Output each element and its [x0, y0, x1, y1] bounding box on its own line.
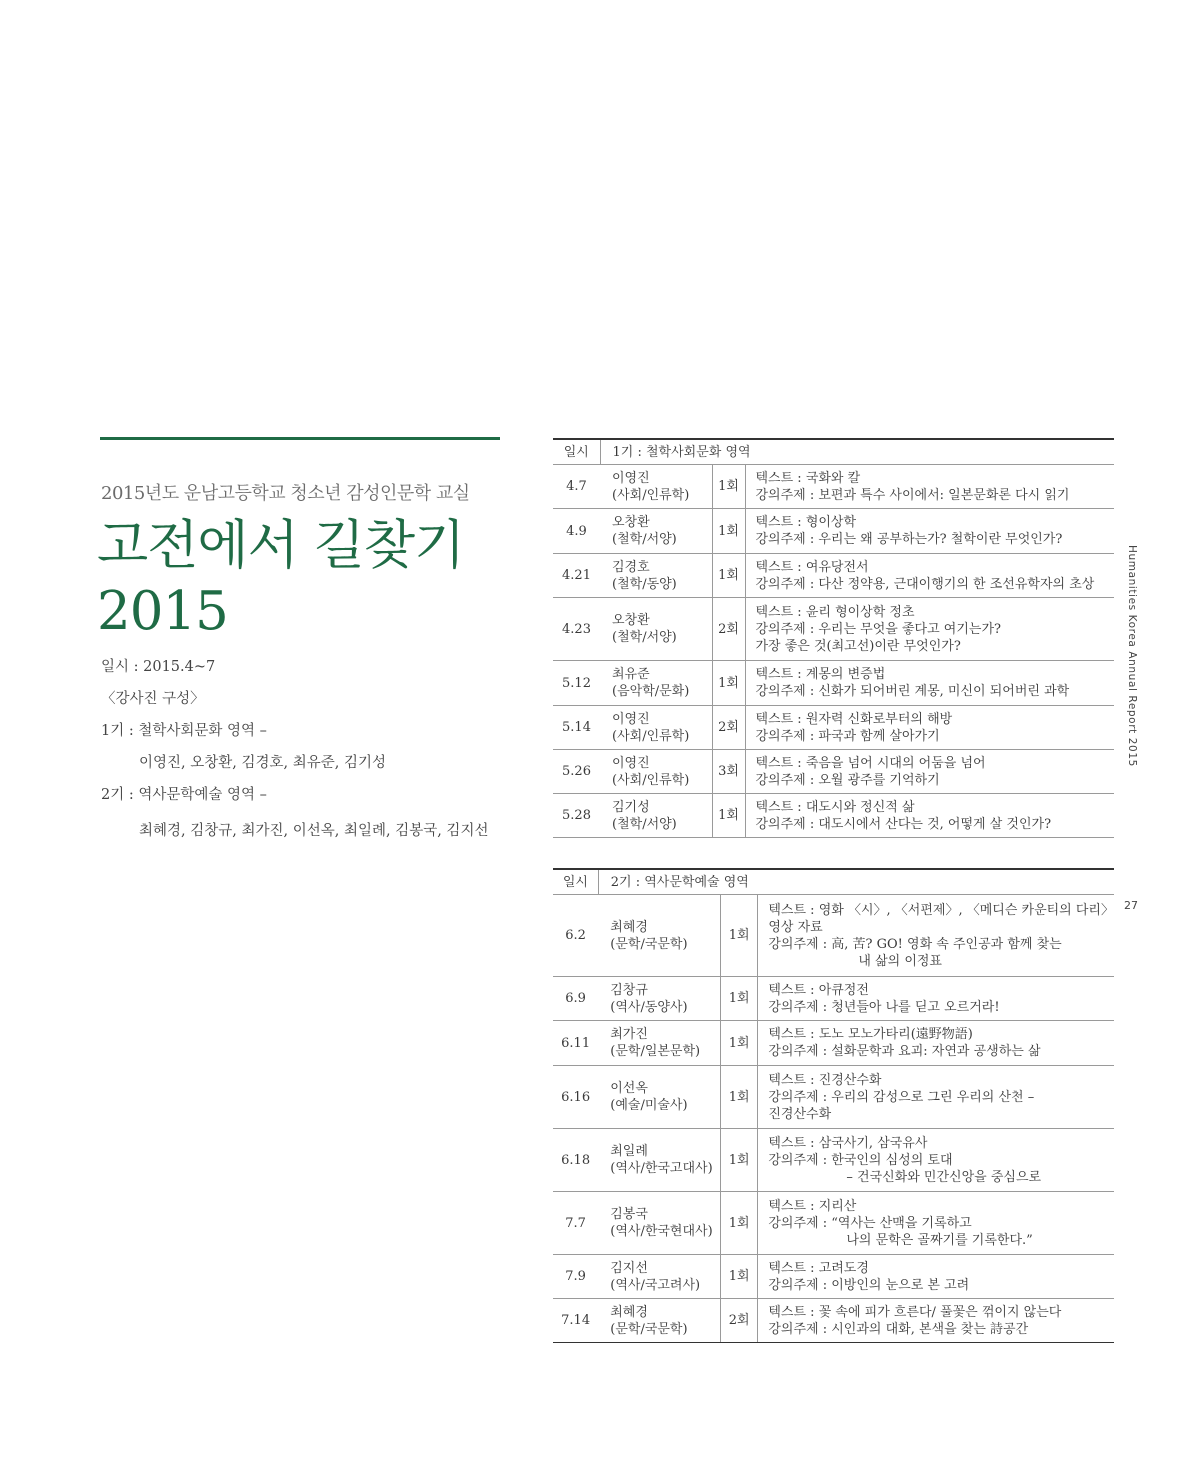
- detail-line: 강의주제 : 우리는 왜 공부하는가? 철학이란 무엇인가?: [755, 532, 1063, 547]
- row-session: 1회: [720, 1021, 757, 1066]
- row-details: [745, 598, 1114, 661]
- row-details: [758, 1021, 1114, 1066]
- row-date: 4.23: [553, 598, 600, 661]
- instructor-name: 김창규: [610, 982, 648, 998]
- table-header-row: [553, 440, 1114, 465]
- detail-line: 텍스트 : 형이상학: [755, 515, 857, 530]
- detail-line: – 건국신화와 민간신앙을 중심으로: [846, 1169, 1042, 1185]
- table-row: [553, 895, 1114, 977]
- row-instructor: [600, 794, 712, 838]
- row-date: 4.7: [553, 465, 600, 509]
- schedule-table-2: [553, 870, 1114, 1343]
- table-row: [553, 554, 1114, 598]
- detail-line: 강의주제 : 신화가 되어버린 계몽, 미신이 되어버린 과학: [755, 684, 1070, 699]
- detail-line: 강의주제 : 보편과 특수 사이에서: 일본문화론 다시 읽기: [755, 487, 1070, 503]
- header-term: 2기 : 역사문학예술 영역: [598, 870, 1114, 895]
- instructor-field: (역사/한국현대사): [610, 1224, 713, 1239]
- row-session: 1회: [712, 465, 745, 509]
- detail-line: 강의주제 : 시인과의 대화, 본색을 찾는 詩공간: [768, 1321, 1029, 1337]
- instructor-field: (철학/동양): [612, 576, 677, 592]
- page-subtitle: 2015년도 운남고등학교 청소년 감성인문학 교실: [101, 483, 470, 504]
- row-date: 6.2: [553, 895, 598, 977]
- row-instructor: [600, 554, 712, 598]
- header-date: 일시: [553, 870, 598, 895]
- instructor-name: 김기성: [612, 799, 650, 815]
- table-row: [553, 1129, 1114, 1192]
- row-date: 5.12: [553, 661, 600, 706]
- table-row: [553, 465, 1114, 509]
- row-date: 7.7: [553, 1192, 598, 1255]
- row-session: 1회: [712, 794, 745, 838]
- running-header-text: Humanities Korea Annual Report 2015: [1126, 545, 1138, 767]
- row-session: 1회: [712, 509, 745, 554]
- detail-line: 강의주제 : 한국인의 심성의 토대: [768, 1152, 953, 1168]
- detail-line: 영상 자료: [768, 919, 823, 935]
- detail-line: 텍스트 : 여유당전서: [755, 559, 869, 575]
- row-date: 5.26: [553, 750, 600, 794]
- program-info: [101, 651, 488, 847]
- instructor-name: 이영진: [612, 470, 650, 486]
- instructor-field: (역사/한국고대사): [610, 1161, 713, 1176]
- row-session: 1회: [712, 554, 745, 598]
- instructor-field: (사회/인류학): [612, 728, 690, 744]
- instructor-name: 김봉국: [610, 1207, 648, 1222]
- term2-names: 최혜경, 김창규, 최가진, 이선옥, 최일례, 김봉국, 김지선: [139, 823, 489, 839]
- table-row: [553, 661, 1114, 706]
- detail-line: 텍스트 : 윤리 형이상학 정초: [755, 604, 915, 620]
- row-date: 7.14: [553, 1299, 598, 1343]
- row-details: [758, 977, 1114, 1021]
- detail-line: 텍스트 : 지리산: [768, 1198, 857, 1214]
- row-instructor: [600, 598, 712, 661]
- row-instructor: [598, 1299, 720, 1343]
- instructor-field: (철학/서양): [612, 532, 677, 547]
- detail-line: 강의주제 : 우리의 감성으로 그린 우리의 산천 –: [768, 1089, 1035, 1105]
- row-details: [745, 661, 1114, 706]
- detail-line: 내 삶의 이정표: [858, 953, 942, 969]
- row-instructor: [598, 1129, 720, 1192]
- header-date: 일시: [553, 440, 600, 465]
- table-row: [553, 1192, 1114, 1255]
- table-row: [553, 706, 1114, 750]
- header-term: 1기 : 철학사회문화 영역: [600, 440, 1114, 465]
- table-row: [553, 1021, 1114, 1066]
- row-details: [758, 1255, 1114, 1299]
- instructor-name: 김경호: [612, 559, 650, 575]
- detail-line: 강의주제 : 오월 광주를 기억하기: [755, 772, 940, 788]
- row-session: 1회: [712, 661, 745, 706]
- instructor-name: 김지선: [610, 1260, 648, 1276]
- row-details: [745, 554, 1114, 598]
- table-row: [553, 977, 1114, 1021]
- instructor-field: (역사/국고려사): [610, 1277, 701, 1293]
- detail-line: 텍스트 : 도노 모노가타리(遠野物語): [768, 1027, 973, 1042]
- row-session: 1회: [720, 1129, 757, 1192]
- row-date: 5.14: [553, 706, 600, 750]
- instructor-field: (예술/미술사): [610, 1098, 688, 1113]
- detail-line: 텍스트 : 삼국사기, 삼국유사: [768, 1135, 928, 1151]
- detail-line: 강의주제 : 파국과 함께 살아가기: [755, 728, 940, 744]
- row-session: 1회: [720, 895, 757, 977]
- row-session: 1회: [720, 1066, 757, 1129]
- title-line-2: 2015: [97, 581, 228, 642]
- instructor-field: (철학/서양): [612, 630, 677, 645]
- detail-line: 가장 좋은 것(최고선)이란 무엇인가?: [755, 638, 961, 654]
- row-instructor: [600, 509, 712, 554]
- schedule-table-1: [553, 440, 1114, 838]
- detail-line: 텍스트 : 영화 〈시〉, 〈서편제〉, 〈메디슨 카운티의 다리〉: [768, 902, 1114, 918]
- detail-line: 강의주제 : 다산 정약용, 근대이행기의 한 조선유학자의 초상: [755, 576, 1095, 592]
- row-date: 4.9: [553, 509, 600, 554]
- row-date: 6.11: [553, 1021, 598, 1066]
- row-instructor: [600, 706, 712, 750]
- instructor-field: (사회/인류학): [612, 772, 690, 788]
- instructor-name: 최혜경: [610, 1304, 648, 1320]
- row-instructor: [600, 465, 712, 509]
- detail-line: 텍스트 : 진경산수화: [768, 1072, 882, 1088]
- row-instructor: [598, 895, 720, 977]
- detail-line: 강의주제 : 대도시에서 산다는 것, 어떻게 살 것인가?: [755, 816, 1052, 832]
- term1-names: 이영진, 오창환, 김경호, 최유준, 김기성: [139, 755, 386, 771]
- detail-line: 텍스트 : 국화와 칼: [755, 470, 861, 486]
- instructor-name: 최유준: [612, 667, 650, 682]
- row-date: 6.18: [553, 1129, 598, 1192]
- table-row: [553, 509, 1114, 554]
- detail-line: 나의 문학은 골짜기를 기록한다.”: [846, 1232, 1033, 1248]
- instructor-name: 최일례: [610, 1144, 648, 1159]
- row-date: 4.21: [553, 554, 600, 598]
- detail-line: 강의주제 : 高, 苦? GO! 영화 속 주인공과 함께 찾는: [768, 936, 1062, 952]
- detail-line: 강의주제 : 우리는 무엇을 좋다고 여기는가?: [755, 621, 1001, 637]
- row-instructor: [600, 750, 712, 794]
- page-number: 27: [1124, 899, 1138, 912]
- running-header: [1124, 545, 1144, 765]
- detail-line: 진경산수화: [768, 1106, 832, 1122]
- row-details: [745, 794, 1114, 838]
- row-details: [758, 1299, 1114, 1343]
- instructor-name: 오창환: [612, 515, 650, 530]
- row-session: 2회: [712, 706, 745, 750]
- row-session: 3회: [712, 750, 745, 794]
- detail-line: 텍스트 : 계몽의 변증법: [755, 667, 886, 682]
- detail-line: 텍스트 : 대도시와 정신적 삶: [755, 799, 915, 815]
- term2-label: 2기 : 역사문학예술 영역 –: [101, 787, 267, 803]
- table-row: [553, 794, 1114, 838]
- row-details: [758, 1129, 1114, 1192]
- detail-line: 강의주제 : 이방인의 눈으로 본 고려: [768, 1277, 970, 1293]
- detail-line: 텍스트 : 꽃 속에 피가 흐른다/ 풀꽃은 꺾이지 않는다: [768, 1304, 1062, 1320]
- instructor-name: 오창환: [612, 613, 650, 628]
- table-row: [553, 598, 1114, 661]
- instructor-field: (문학/일본문학): [610, 1044, 701, 1059]
- row-details: [745, 706, 1114, 750]
- row-details: [758, 1066, 1114, 1129]
- instructor-name: 최가진: [610, 1027, 648, 1042]
- table-row: [553, 1066, 1114, 1129]
- row-instructor: [598, 1192, 720, 1255]
- row-details: [745, 465, 1114, 509]
- row-date: 6.16: [553, 1066, 598, 1129]
- row-session: 1회: [720, 977, 757, 1021]
- title-line-1: 고전에서 길찾기: [97, 515, 465, 576]
- detail-line: 강의주제 : 청년들아 나를 딛고 오르거라!: [768, 999, 1000, 1015]
- instructor-field: (사회/인류학): [612, 487, 690, 503]
- instructor-field: (역사/동양사): [610, 999, 688, 1015]
- table-row: [553, 1299, 1114, 1343]
- instructor-name: 이영진: [612, 711, 650, 727]
- instructor-name: 이선옥: [610, 1081, 648, 1096]
- detail-line: 강의주제 : “역사는 산맥을 기록하고: [768, 1215, 972, 1231]
- table-row: [553, 1255, 1114, 1299]
- row-instructor: [598, 1255, 720, 1299]
- staff-heading: 〈강사진 구성〉: [101, 691, 205, 707]
- row-date: 7.9: [553, 1255, 598, 1299]
- instructor-field: (문학/국문학): [610, 1321, 688, 1337]
- term1-label: 1기 : 철학사회문화 영역 –: [101, 723, 267, 739]
- title-rule: [100, 437, 500, 440]
- instructor-field: (철학/서양): [612, 816, 677, 832]
- row-instructor: [600, 661, 712, 706]
- row-date: 6.9: [553, 977, 598, 1021]
- table-header-row: [553, 870, 1114, 895]
- row-instructor: [598, 1021, 720, 1066]
- program-date: 일시 : 2015.4~7: [101, 659, 216, 675]
- page-title: [97, 513, 464, 645]
- row-session: 2회: [712, 598, 745, 661]
- detail-line: 강의주제 : 설화문학과 요괴: 자연과 공생하는 삶: [768, 1044, 1041, 1059]
- instructor-field: (문학/국문학): [610, 936, 688, 952]
- instructor-field: (음악학/문화): [612, 684, 690, 699]
- row-instructor: [598, 977, 720, 1021]
- row-session: 1회: [720, 1192, 757, 1255]
- row-session: 2회: [720, 1299, 757, 1343]
- detail-line: 텍스트 : 죽음을 넘어 시대의 어둠을 넘어: [755, 755, 986, 771]
- row-details: [745, 750, 1114, 794]
- table-row: [553, 750, 1114, 794]
- detail-line: 텍스트 : 고려도경: [768, 1260, 869, 1276]
- row-session: 1회: [720, 1255, 757, 1299]
- detail-line: 텍스트 : 원자력 신화로부터의 해방: [755, 711, 953, 727]
- row-instructor: [598, 1066, 720, 1129]
- instructor-name: 최혜경: [610, 919, 648, 935]
- row-details: [758, 1192, 1114, 1255]
- detail-line: 텍스트 : 아큐정전: [768, 982, 869, 998]
- row-date: 5.28: [553, 794, 600, 838]
- instructor-name: 이영진: [612, 755, 650, 771]
- row-details: [745, 509, 1114, 554]
- row-details: [758, 895, 1114, 977]
